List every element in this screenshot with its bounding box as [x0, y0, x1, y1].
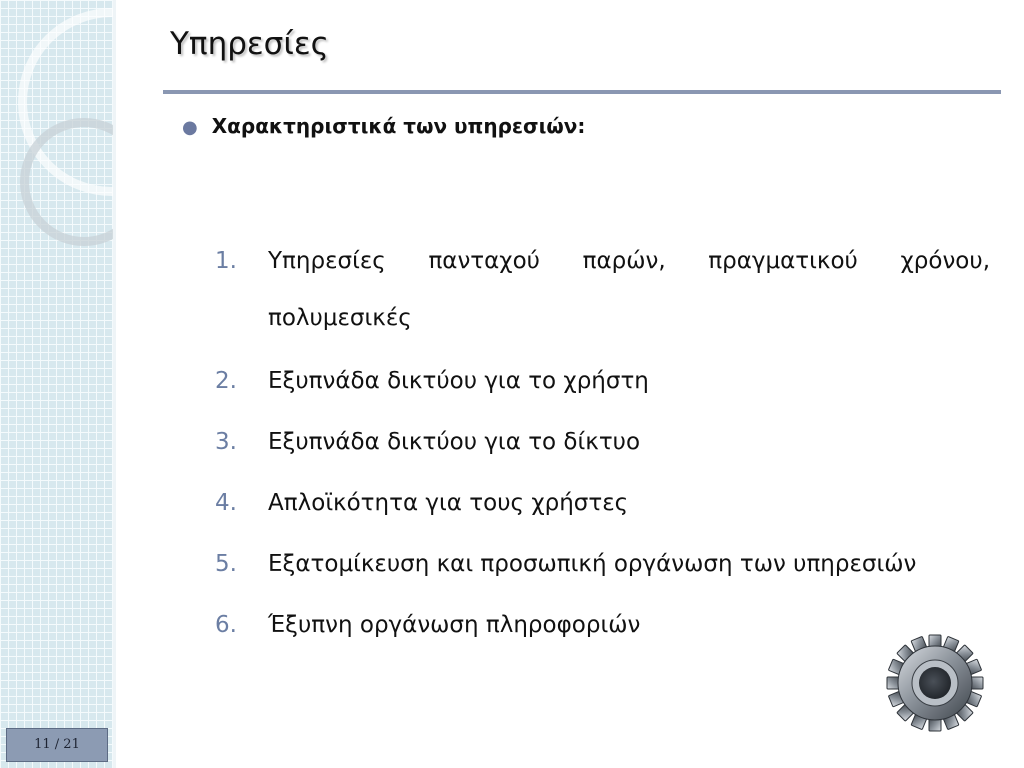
list-item [212, 414, 990, 471]
list-item-number: 5. [215, 551, 237, 577]
list-item-text: Έξυπνη οργάνωση πληροφοριών [268, 612, 641, 638]
slide-title: Υπηρεσίες [170, 26, 329, 62]
sidebar-decoration [0, 0, 116, 768]
list-item [212, 597, 990, 654]
list-item-number: 6. [215, 612, 237, 638]
list-item-number: 3. [215, 429, 237, 455]
list-item-text: Εξατομίκευση και προσωπική οργάνωση των υπηρεσιών [268, 551, 917, 577]
list-item-number: 4. [215, 490, 237, 516]
list-item [212, 233, 990, 347]
list-item [212, 475, 990, 532]
list-item-text: Εξυπνάδα δικτύου για το χρήστη [268, 368, 649, 394]
title-divider [163, 90, 1001, 94]
gear-icon [885, 628, 985, 738]
list-item-number: 2. [215, 368, 237, 394]
slide-number-badge: 11 / 21 [6, 728, 108, 762]
list-item-text: Υπηρεσίες πανταχού παρών, πραγματικού χρόνου, πολυμεσικές [268, 248, 990, 331]
bullet-dot-icon: ● [182, 117, 198, 138]
list-item-text: Εξυπνάδα δικτύου για το δίκτυο [268, 429, 641, 455]
list-item-number: 1. [215, 248, 237, 274]
bullet-heading-text: Χαρακτηριστικά των υπηρεσιών: [211, 114, 586, 138]
list-item [212, 353, 990, 410]
list-item-text: Απλοϊκότητα για τους χρήστες [268, 490, 629, 516]
numbered-list [212, 233, 990, 654]
bullet-heading [182, 114, 585, 138]
list-item [212, 536, 990, 593]
